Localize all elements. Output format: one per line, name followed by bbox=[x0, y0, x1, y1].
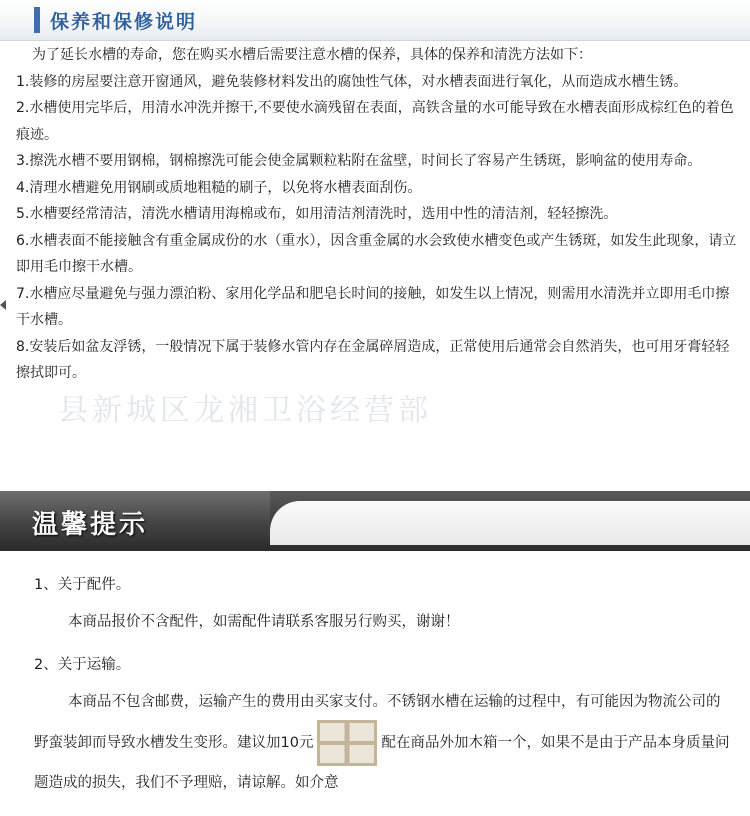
care-section-header bbox=[0, 0, 750, 41]
tip-2-title: 2、关于运输。 bbox=[34, 657, 131, 673]
scroll-left-arrow-icon[interactable] bbox=[0, 300, 6, 310]
care-intro: 为了延长水槽的寿命，您在购买水槽后需要注意水槽的保养，具体的保养和清洗方法如下： bbox=[32, 47, 592, 63]
care-item-7: 7.水槽应尽量避免与强力漂泊粉、家用化学品和肥皂长时间的接触，如发生以上情况，则需用水清洗并立即用毛巾擦干水槽。 bbox=[16, 285, 730, 328]
shop-watermark: 县新城区龙湘卫浴经营部 bbox=[58, 393, 432, 428]
care-item-5: 5.水槽要经常清洁，清洗水槽请用海棉或布，如用清洁剂清洗时，选用中性的清洁剂，轻轻擦洗。 bbox=[16, 206, 618, 222]
tips-banner bbox=[0, 491, 750, 551]
care-item-6: 6.水槽表面不能接触含有重金属成份的水（重水），因含重金属的水会致使水槽变色或产生锈斑，如发生此现象，请立即用毛巾擦干水槽。 bbox=[16, 232, 737, 275]
tip-1-detail: 本商品报价不含配件，如需配件请联系客服另行购买，谢谢！ bbox=[68, 614, 460, 630]
tip-1-title: 1、关于配件。 bbox=[34, 577, 131, 593]
banner-light-panel bbox=[270, 501, 750, 545]
care-instructions bbox=[16, 42, 740, 387]
tip-2-paragraph bbox=[34, 685, 734, 801]
wooden-crate-image bbox=[317, 720, 377, 766]
tip-2-text-a: 本商品不包含邮费，运输产生的费用由买家支付。不锈钢水槽在运输的过程中，有可能因为物流公司的野蛮装卸而导致水槽发生变形。建议加10元 bbox=[34, 694, 721, 751]
care-item-4: 4.清理水槽避免用钢刷或质地粗糙的刷子，以免将水槽表面刮伤。 bbox=[16, 179, 422, 196]
tips-content bbox=[34, 562, 734, 801]
tips-title: 温馨提示 bbox=[32, 510, 149, 540]
care-item-2: 2.水槽使用完毕后，用清水冲洗并擦干,不要使水滴残留在表面，高铁含量的水可能导致在水槽表面形成棕红色的着色痕迹。 bbox=[16, 100, 734, 143]
care-item-1: 1.装修的房屋要注意开窗通风，避免装修材料发出的腐蚀性气体，对水槽表面进行氧化，从而造成水槽生锈。 bbox=[16, 73, 688, 90]
header-accent-bar bbox=[34, 7, 40, 33]
care-section-title: 保养和保修说明 bbox=[50, 11, 198, 33]
tip-2-text-b: 配在商品外加木箱一个，如果不是由于产品本身质量问题造成的损失，我们不予理赔，请谅解。如介意 bbox=[34, 735, 730, 791]
care-item-3: 3.擦洗水槽不要用钢棉，钢棉擦洗可能会使金属颗粒粘附在盆壁，时间长了容易产生锈斑，影响盆的使用寿命。 bbox=[16, 153, 702, 169]
care-item-8: 8.安装后如盆友浮锈，一般情况下属于装修水管内存在金属碎屑造成，正常使用后通常会自然消失，也可用牙膏轻轻擦拭即可。 bbox=[16, 338, 730, 381]
